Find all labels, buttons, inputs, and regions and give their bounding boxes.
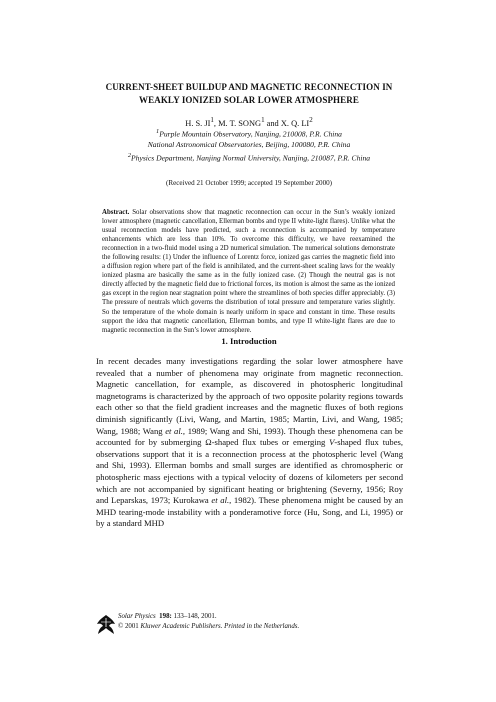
author-2: , M. T. SONG — [213, 118, 262, 128]
author-1-affil-mark: 1 — [210, 116, 214, 124]
received-dates: (Received 21 October 1999; accepted 19 September 2000) — [165, 179, 333, 187]
publisher-logo-icon — [96, 614, 116, 636]
abstract-label: Abstract. — [102, 209, 130, 216]
affiliations — [96, 127, 402, 164]
author-2-affil-mark: 1 — [261, 116, 265, 124]
paper-title — [96, 81, 402, 107]
affiliation-1-mark: 1 — [156, 128, 160, 135]
journal-citation: Solar Physics 198: 133–148, 2001. — [118, 613, 217, 620]
section-heading-introduction: 1. Introduction — [221, 336, 277, 346]
affiliation-1b: National Astronomical Observatories, Beijing, 100080, P.R. China — [147, 140, 351, 150]
title-line-1: CURRENT-SHEET BUILDUP AND MAGNETIC RECONNECTION IN — [105, 82, 393, 92]
affiliation-2: $^2$Physics Department, Nanjing Normal University, Nanjing, 210087, P.R. China — [127, 151, 371, 163]
abstract — [102, 208, 395, 335]
journal-footer — [96, 612, 402, 642]
author-3: and X. Q. LI — [264, 118, 310, 128]
affiliation-2-mark: 2 — [127, 151, 132, 159]
author-1: H. S. JI — [185, 118, 211, 128]
title-line-2: WEAKLY IONIZED SOLAR LOWER ATMOSPHERE — [139, 95, 359, 105]
affiliation-1: $^1$Purple Mountain Observatory, Nanjing, 210008, P.R. China — [156, 128, 342, 139]
copyright-notice: © 2001 Kluwer Academic Publishers. Printed in the Netherlands. — [118, 623, 300, 630]
author-3-affil-mark: 2 — [309, 116, 313, 124]
introduction-paragraph: In recent decades many investigations regarding the solar lower atmosphere have revealed that a number of phenomena may originate from magnetic reconnection. Magnetic cancellation, for example, as discovered in photospheric longitudinal magnetograms is characterized by the approach of two opposite polarity regions towards each other so that the field gradient increases and the magnetic fluxes of both regions diminish significantly (Livi, Wang, and Martin, 1985; Martin, Livi, and Wang, 1985; Wang, 1988; Wang et al., 1989; Wang and Shi, 1993). Though these phenomena can be accounted for by submerging Ω-shaped flux tubes or emerging V-shaped flux tubes, observations support that it is a reconnection process at the photospheric level (Wang and Shi, 1993). Ellerman bombs and small surges are identified as chromospheric or photospheric mass ejections with a typical velocity of dozens of kilometers per second which are not accompanied by significant heating or brightening (Severny, 1956; Roy and Leparskas, 1973; Kurokawa et al., 1982). These phenomena might be caused by an MHD tearing-mode instability with a ponderamotive force (Hu, Song, and Li, 1995) or by a standard MHD — [96, 356, 404, 529]
abstract-text: Solar observations show that magnetic reconnection can occur in the Sun’s weakly ionized lower atmosphere (magnetic cancellation, Ellerman bombs and type II white-light flares). Unlike what the usual reconnection models have predicted, such a reconnection is accompanied by temperature enhancements which are less than 10%. To overcome this difficulty, we have reexamined the reconnection in a two-fluid model using a 2D numerical simulation. The numerical solutions demonstrate the following results: (1) Under the influence of Lorentz force, ionized gas carries the magnetic field into a diffusion region where part of the field is annihilated, and the current-sheet scaling laws for the weakly ionized plasma are basically the same as in the fully ionized case. (2) Though the neutral gas is not directly affected by the magnetic field due to frictional forces, its motion is almost the same as the ionized gas except in the region near stagnation point where the streamlines of both species differ appreciably. (3) The pressure of neutrals which governs the distribution of total pressure and temperature varies slightly. So the temperature of the whole domain is nearly uniform in space and constant in time. These results support the idea that magnetic cancellation, Ellerman bombs, and type II white-light flares are due to magnetic reconnection in the Sun’s lower atmosphere. — [102, 209, 396, 334]
